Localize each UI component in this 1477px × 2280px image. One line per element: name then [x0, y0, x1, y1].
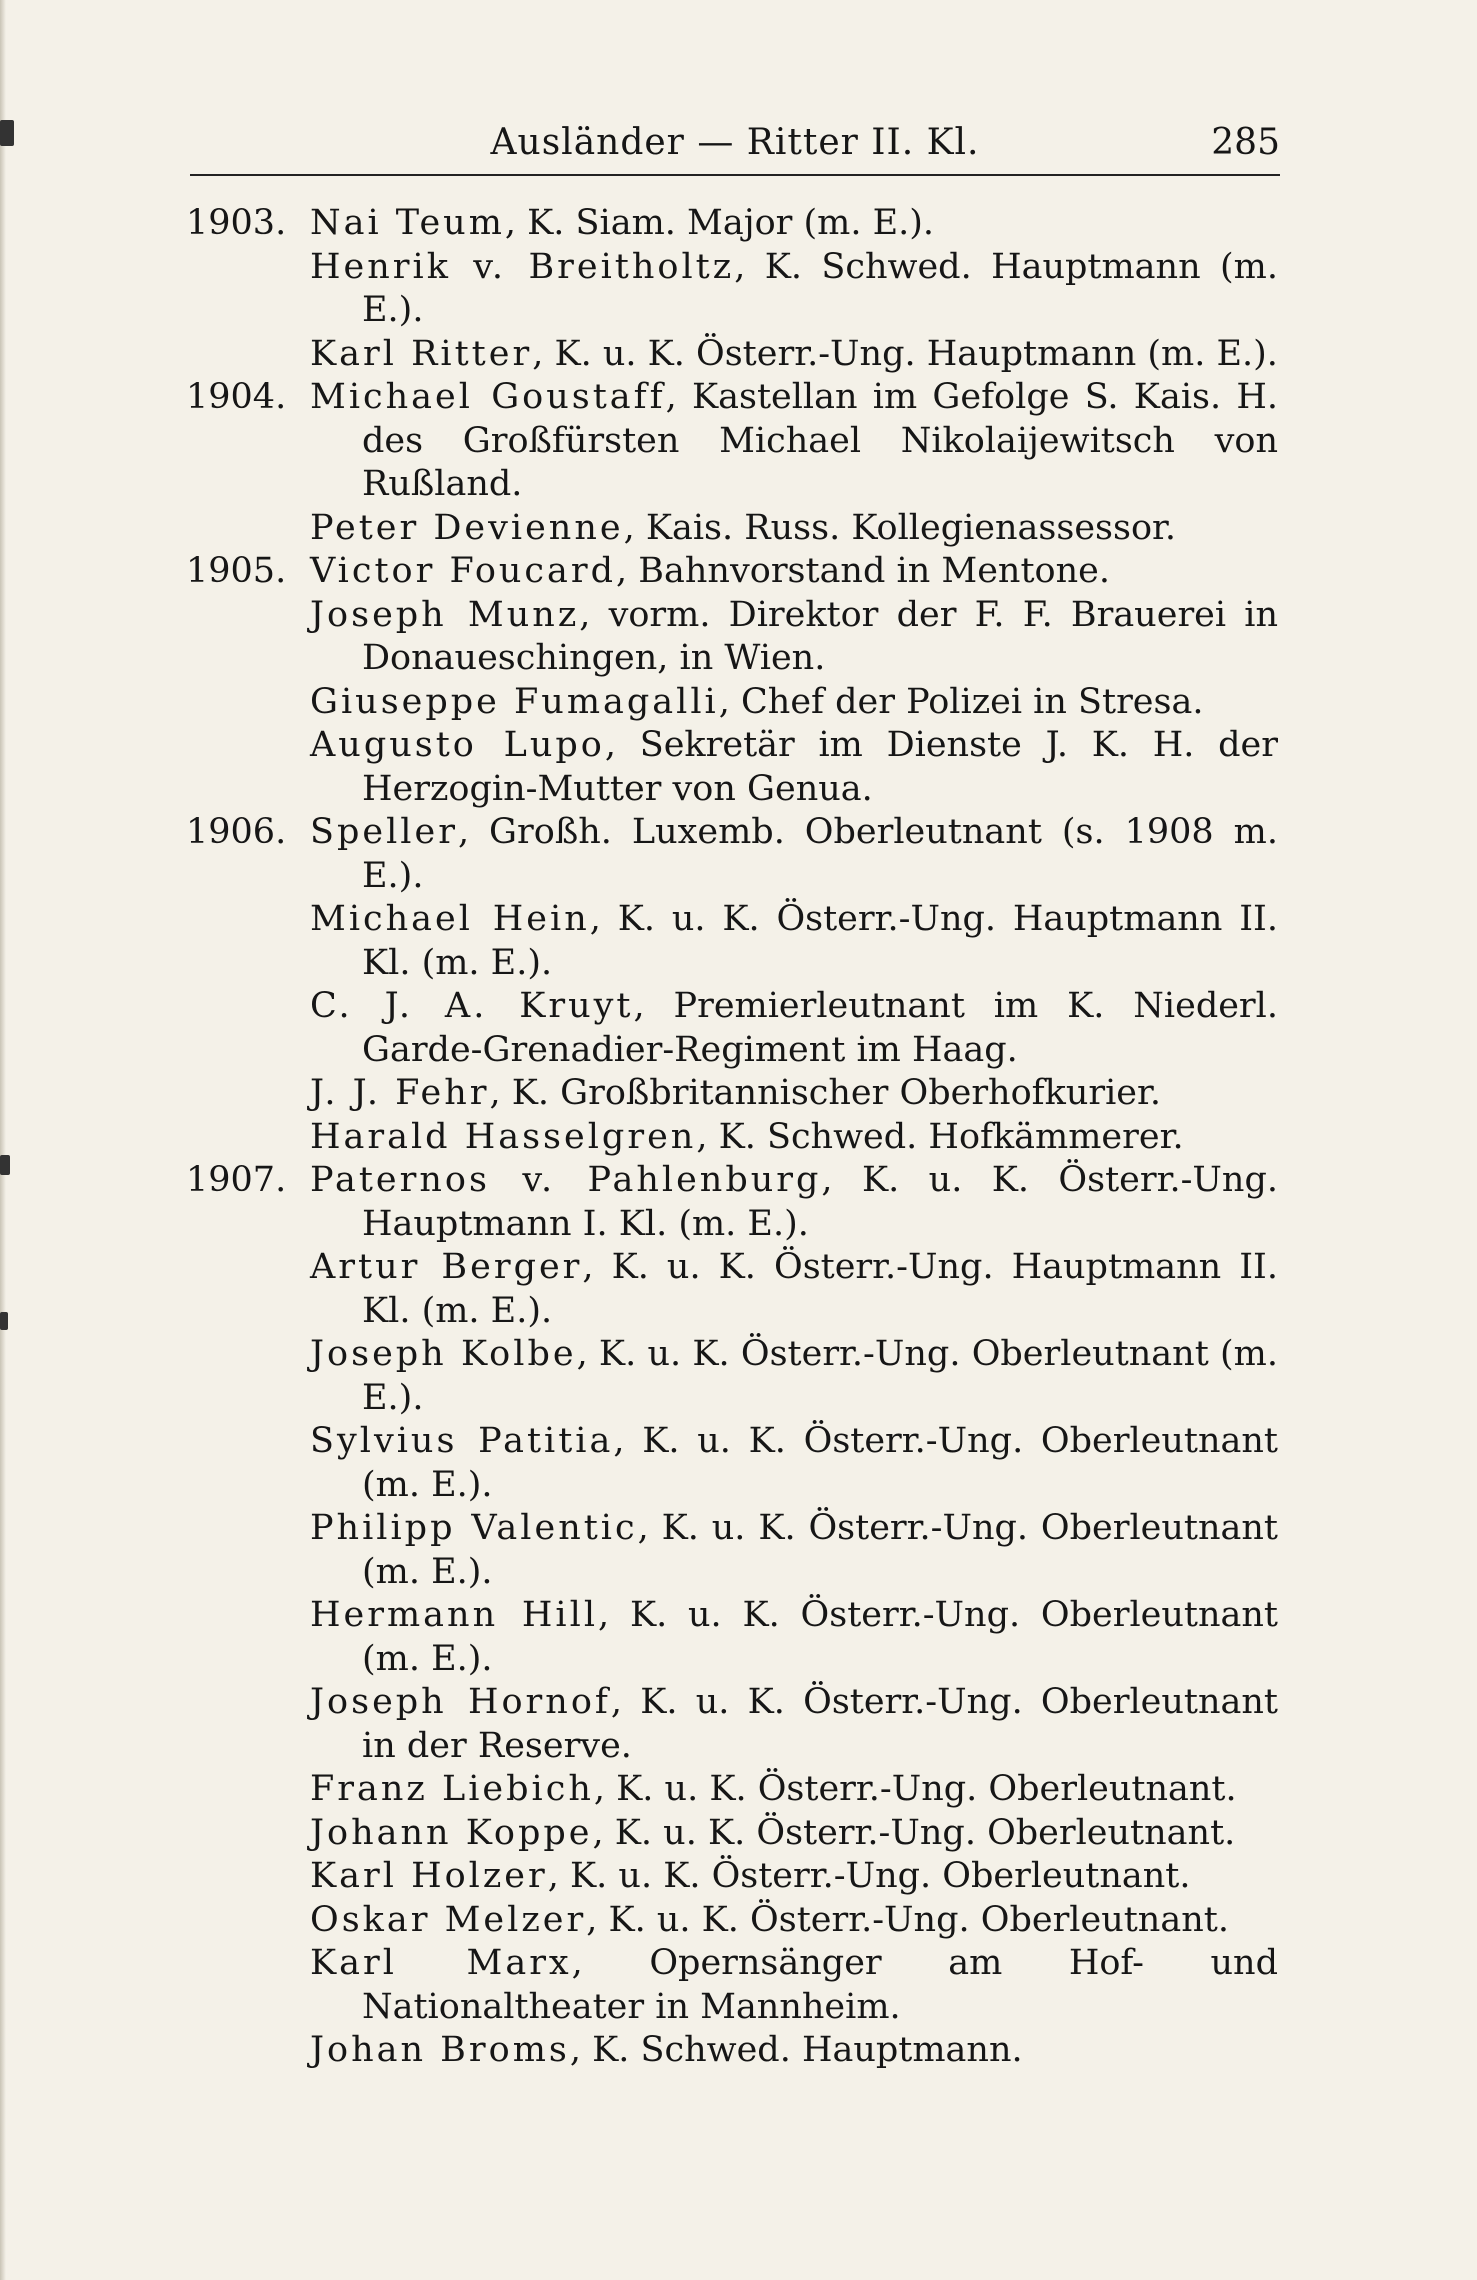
year-items: [310, 811, 1278, 1159]
year-label: 1906.: [186, 812, 287, 852]
person-description: , K. u. K. Österr.-Ung. Oberleutnant.: [547, 1856, 1191, 1896]
person-name: Oskar Melzer: [310, 1899, 587, 1940]
list-item: [310, 1246, 1278, 1333]
person-description: , K. u. K. Österr.-Ung. Oberleutnant (m. E.).: [362, 1421, 1278, 1505]
person-description: , K. u. K. Österr.-Ung. Oberleutnant (m. E.).: [362, 1334, 1278, 1418]
person-description: , K. u. K. Österr.-Ung. Oberleutnant.: [593, 1769, 1237, 1809]
year-block: [0, 376, 1477, 550]
margin-mark: [0, 120, 14, 146]
list-item: [310, 1768, 1278, 1812]
person-name: Franz Liebich: [310, 1769, 594, 1809]
person-description: , K. u. K. Österr.-Ung. Oberleutnant in der Reserve.: [362, 1682, 1278, 1766]
person-description: , K. Schwed. Hauptmann (m. E.).: [362, 246, 1278, 330]
list-item: [310, 1899, 1278, 1943]
person-description: , Chef der Polizei in Stresa.: [718, 681, 1204, 722]
list-item: [310, 202, 1278, 246]
list-item: [310, 376, 1278, 507]
header-rule: [190, 174, 1280, 176]
list-item: [310, 1855, 1278, 1899]
person-name: Johan Broms: [310, 2030, 570, 2070]
person-name: Giuseppe Fumagalli: [310, 681, 719, 722]
list-item: [310, 1812, 1278, 1856]
person-name: Sylvius Patitia: [310, 1421, 614, 1461]
person-description: , K. u. K. Österr.-Ung. Oberleutnant (m. E.).: [362, 1508, 1278, 1592]
list-item: [310, 985, 1278, 1072]
list-item: [310, 1942, 1278, 2029]
person-name: Joseph Munz: [310, 594, 580, 635]
year-block: [0, 811, 1477, 1159]
person-description: , Sekretär im Dienste J. K. H. der Herzogin-Mutter von Genua.: [362, 725, 1278, 809]
person-name: Karl Ritter: [310, 333, 533, 374]
list-item: [310, 681, 1278, 725]
person-description: , Großh. Luxemb. Oberleutnant (s. 1908 m. E.).: [362, 812, 1278, 896]
list-item: [310, 333, 1278, 377]
person-description: , K. u. K. Österr.-Ung. Oberleutnant.: [586, 1899, 1229, 1940]
person-name: Hermann Hill: [310, 1595, 599, 1635]
list-item: [310, 898, 1278, 985]
list-item: [310, 246, 1278, 333]
person-name: Joseph Hornof: [310, 1682, 611, 1722]
person-name: Nai Teum: [310, 203, 505, 243]
person-name: Karl Marx: [310, 1943, 572, 1983]
person-name: Augusto Lupo: [310, 725, 605, 765]
person-description: , K. Schwed. Hauptmann.: [569, 2030, 1023, 2070]
person-description: , Premierleutnant im K. Niederl. Garde-Grenadier-Regiment im Haag.: [362, 986, 1278, 1070]
list-item: [310, 1507, 1278, 1594]
year-label: 1907.: [186, 1160, 287, 1200]
year-block: [0, 1159, 1477, 2073]
person-description: , Kais. Russ. Kollegienassessor.: [623, 507, 1177, 548]
person-name: Peter Devienne: [310, 507, 624, 548]
person-name: Karl Holzer: [310, 1856, 548, 1896]
person-description: , K. u. K. Österr.-Ung. Oberleutnant (m. E.).: [362, 1595, 1278, 1679]
list-item: [310, 1333, 1278, 1420]
person-name: Michael Goustaff: [310, 377, 666, 417]
person-description: , K. Siam. Major (m. E.).: [504, 203, 935, 243]
person-description: , vorm. Direktor der F. F. Brauerei in Donaueschingen, in Wien.: [362, 594, 1278, 678]
entry-list: [0, 202, 1477, 2073]
person-name: Paternos v. Pahlenburg: [310, 1160, 822, 1200]
list-item: [310, 1116, 1278, 1160]
person-name: Joseph Kolbe: [310, 1334, 577, 1374]
year-label: 1904.: [186, 377, 287, 417]
person-name: Michael Hein: [310, 899, 590, 939]
list-item: [310, 507, 1278, 551]
person-name: Henrik v. Breitholtz: [310, 246, 735, 287]
person-description: , K. u. K. Österr.-Ung. Hauptmann II. Kl. (m. E.).: [362, 899, 1279, 983]
person-description: , Opernsänger am Hof- und Nationaltheater in Mannheim.: [362, 1943, 1278, 2027]
year-items: [310, 202, 1278, 376]
person-description: , K. Großbritannischer Oberhofkurier.: [489, 1073, 1162, 1113]
year-items: [310, 550, 1278, 811]
list-item: [310, 2029, 1278, 2073]
list-item: [310, 811, 1278, 898]
person-description: , K. Schwed. Hofkämmerer.: [696, 1116, 1184, 1157]
person-description: , K. u. K. Österr.-Ung. Hauptmann (m. E.).: [532, 333, 1278, 374]
person-description: , Kastellan im Gefolge S. Kais. H. des Großfürsten Michael Nikolaijewitsch von Rußland.: [362, 377, 1279, 504]
person-description: , K. u. K. Österr.-Ung. Hauptmann I. Kl. (m. E.).: [362, 1160, 1278, 1244]
running-header: [190, 118, 1280, 174]
person-description: , K. u. K. Österr.-Ung. Oberleutnant.: [592, 1812, 1236, 1853]
list-item: [310, 550, 1278, 594]
person-description: , K. u. K. Österr.-Ung. Hauptmann II. Kl. (m. E.).: [362, 1247, 1278, 1331]
person-name: C. J. A. Kruyt: [310, 986, 634, 1026]
year-items: [310, 376, 1278, 550]
year-label: 1905.: [186, 551, 287, 591]
person-name: Speller: [310, 812, 458, 852]
year-block: [0, 550, 1477, 811]
list-item: [310, 1594, 1278, 1681]
page-number: 285: [1211, 122, 1280, 163]
list-item: [310, 1420, 1278, 1507]
person-name: Harald Hasselgren: [310, 1116, 697, 1157]
list-item: [310, 1072, 1278, 1116]
list-item: [310, 594, 1278, 681]
person-name: Johann Koppe: [310, 1812, 593, 1853]
person-name: Artur Berger: [310, 1247, 583, 1287]
list-item: [310, 1159, 1278, 1246]
year-items: [310, 1159, 1278, 2073]
person-name: Victor Foucard: [310, 551, 617, 591]
list-item: [310, 724, 1278, 811]
year-block: [0, 202, 1477, 376]
person-name: Philipp Valentic: [310, 1508, 638, 1548]
year-label: 1903.: [186, 203, 287, 243]
running-title: Ausländer — Ritter II. Kl.: [490, 122, 980, 163]
person-description: , Bahnvorstand in Mentone.: [616, 551, 1110, 591]
person-name: J. J. Fehr: [310, 1073, 490, 1113]
list-item: [310, 1681, 1278, 1768]
